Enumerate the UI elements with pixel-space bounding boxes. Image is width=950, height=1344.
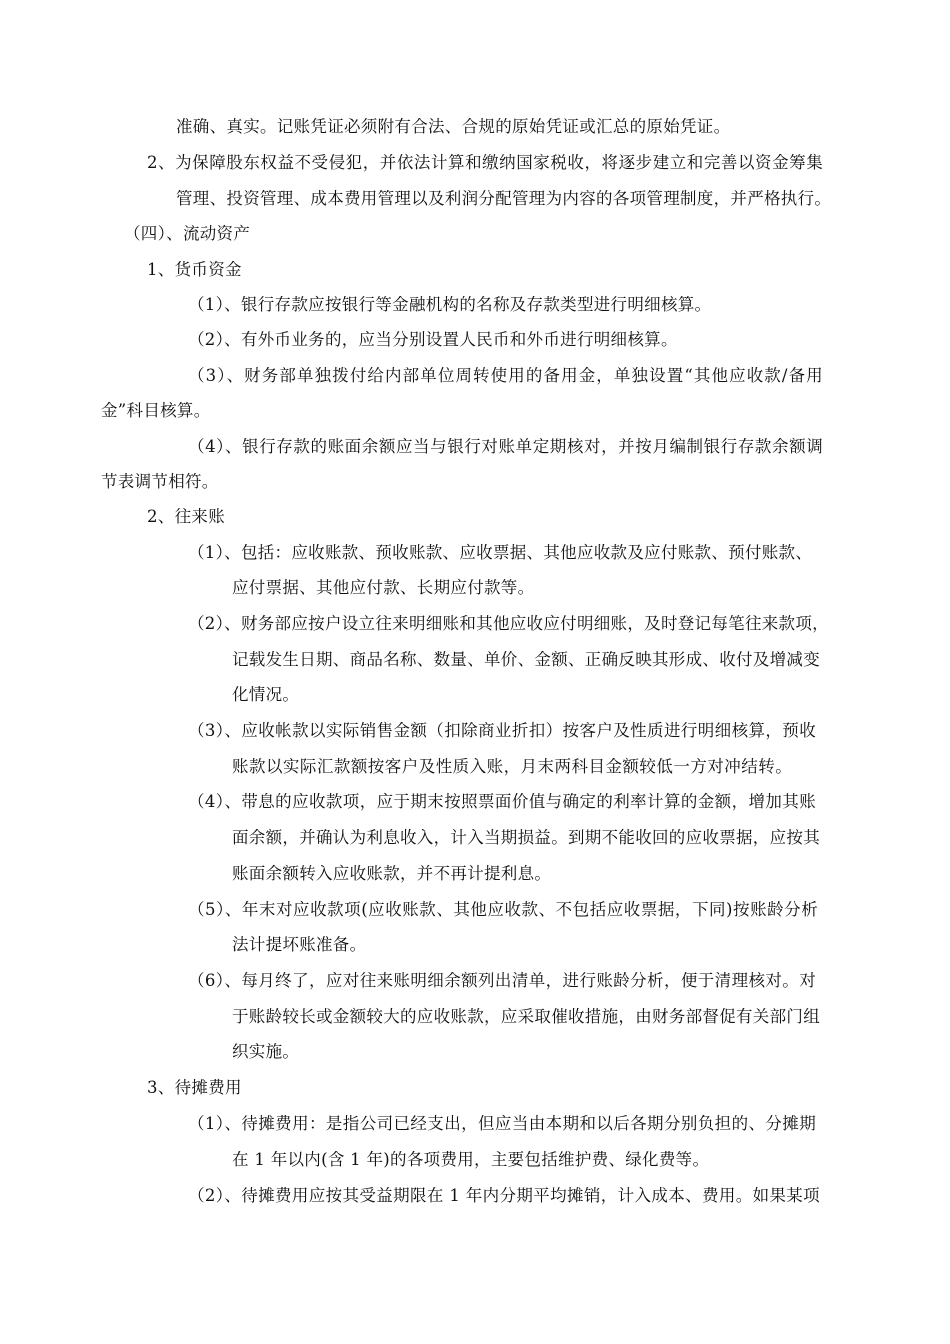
text-line: 面余额，并确认为利息收入，计入当期损益。到期不能收回的应收票据，应按其	[232, 828, 820, 847]
text-line: 应付票据、其他应付款、长期应付款等。	[232, 578, 535, 597]
text-line: 于账龄较长或金额较大的应收账款，应采取催收措施，由财务部督促有关部门组	[232, 1007, 820, 1026]
text-line: 金”科目核算。	[101, 401, 211, 420]
text-line: （4）、带息的应收款项，应于期末按照票面价值与确定的利率计算的金额，增加其账	[188, 792, 816, 811]
subsection-heading: 3、待摊费用	[147, 1078, 242, 1097]
text-line: （2）、有外币业务的，应当分别设置人民币和外币进行明细核算。	[188, 330, 678, 349]
text-line: （4）、银行存款的账面余额应当与银行对账单定期核对，并按月编制银行存款余额调	[188, 437, 823, 456]
text-line: （3）、财务部单独拨付给内部单位周转使用的备用金，单独设置“其他应收款/备用	[188, 366, 823, 385]
text-line: （1）、包括：应收账款、预收账款、应收票据、其他应收款及应付账款、预付账款、	[188, 543, 813, 562]
text-line: 化情况。	[232, 685, 300, 704]
text-line: 准确、真实。记账凭证必须附有合法、合规的原始凭证或汇总的原始凭证。	[176, 117, 731, 136]
text-line: （5）、年末对应收款项(应收账款、其他应收款、不包括应收票据，下同)按账龄分析	[188, 900, 818, 919]
text-line: 管理、投资管理、成本费用管理以及利润分配管理为内容的各项管理制度，并严格执行。	[176, 189, 832, 208]
subsection-heading: 2、往来账	[147, 507, 225, 526]
text-line: （6）、每月终了，应对往来账明细余额列出清单，进行账龄分析，便于清理核对。对	[188, 971, 816, 990]
text-line: 记载发生日期、商品名称、数量、单价、金额、正确反映其形成、收付及增减变	[232, 650, 820, 669]
section-heading: （四）、流动资产	[124, 224, 251, 243]
text-line: （2）、待摊费用应按其受益期限在 1 年内分期平均摊销，计入成本、费用。如果某项	[188, 1186, 820, 1205]
text-line: （2）、财务部应按户设立往来明细账和其他应收应付明细账，及时登记每笔往来款项，	[188, 614, 829, 633]
text-line: （1）、待摊费用：是指公司已经支出，但应当由本期和以后各期分别负担的、分摊期	[188, 1114, 816, 1133]
text-line: 账面余额转入应收账款，并不再计提利息。	[232, 864, 552, 883]
text-line: （3）、应收帐款以实际销售金额（扣除商业折扣）按客户及性质进行明细核算，预收	[188, 721, 816, 740]
text-line: 在 1 年以内(含 1 年)的各项费用，主要包括维护费、绿化费等。	[232, 1150, 710, 1169]
text-line: 2、为保障股东权益不受侵犯，并依法计算和缴纳国家税收，将逐步建立和完善以资金筹集	[147, 153, 823, 172]
text-line: （1）、银行存款应按银行等金融机构的名称及存款类型进行明细核算。	[188, 295, 712, 314]
text-line: 织实施。	[232, 1042, 300, 1061]
text-line: 节表调节相符。	[101, 472, 219, 491]
text-line: 法计提坏账准备。	[232, 935, 367, 954]
subsection-heading: 1、货币资金	[147, 260, 242, 279]
text-line: 账款以实际汇款额按客户及性质入账，月末两科目金额较低一方对冲结转。	[232, 757, 792, 776]
